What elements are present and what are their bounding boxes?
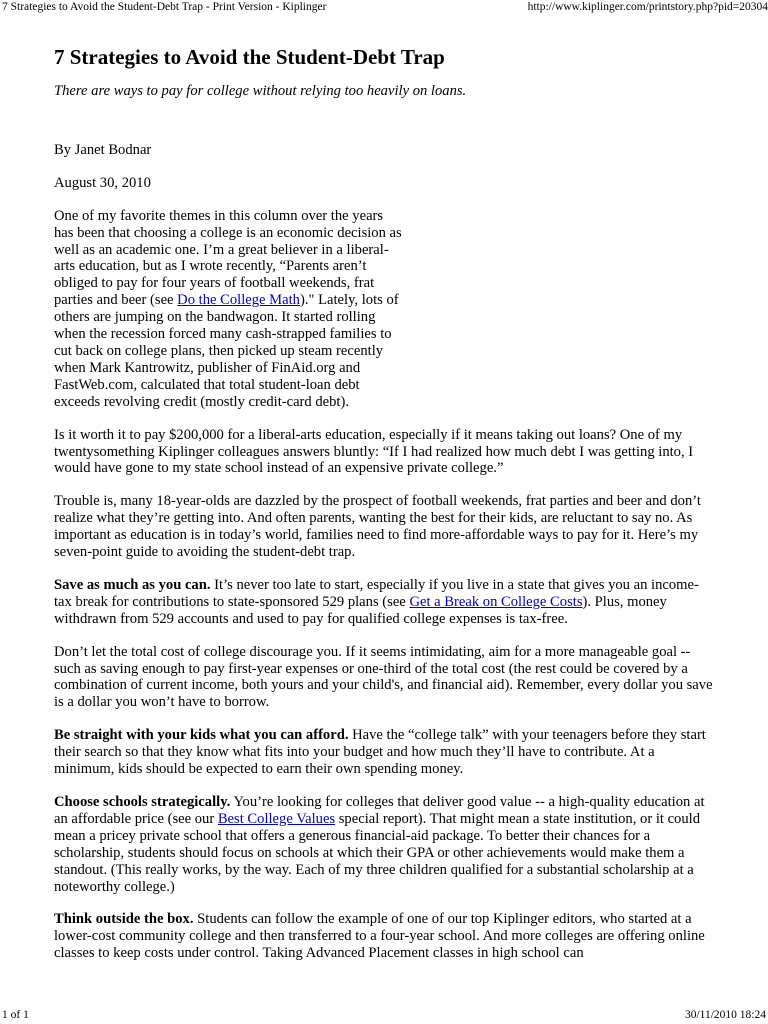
tip-heading-think-outside: Think outside the box. bbox=[54, 911, 194, 928]
link-best-college-values[interactable]: Best College Values bbox=[217, 810, 336, 827]
tip-heading-be-straight: Be straight with your kids what you can afford. bbox=[54, 727, 349, 744]
print-header bbox=[0, 0, 768, 16]
paragraph-save: Save as much as you can. It’s never too late to start, especially if you live in a state that gives you an income-tax break for contributions to state-sponsored 529 plans (see Get a Break on College Costs). Plus, money withdrawn from 529 accounts and used to pay for qualified college expenses is tax-free. bbox=[54, 576, 699, 627]
tip-heading-save: Save as much as you can. bbox=[54, 576, 211, 593]
paragraph-worth-it: Is it worth it to pay $200,000 for a liberal-arts education, especially if it means taking out loans? One of my twentysomething Kiplinger colleagues answers bluntly: “If I had realized how much debt I was getting into, I would have gone to my state school instead of an expensive private college.” bbox=[54, 426, 694, 477]
article-subtitle: There are ways to pay for college without relying too heavily on loans. bbox=[54, 83, 467, 99]
paragraph-be-straight: Be straight with your kids what you can afford. Have the “college talk” with your teenagers before they start their search so that they know what fits into your budget and how much they’ll have to contribute. At a minimum, kids should be expected to earn their own spending money. bbox=[54, 727, 706, 778]
link-get-a-break[interactable]: Get a Break on College Costs bbox=[409, 593, 583, 610]
paragraph-choose-schools: Choose schools strategically. You’re looking for colleges that deliver good value -- a high-quality education at an affordable price (see our Best College Values special report). That might mean a state institution, or it could mean a pricey private school that offers a generous financial-aid package. To better their chances for a scholarship, students should focus on schools at which their GPA or other achievements would make them a standout. (This really works, by the way. Each of my three children qualified for a substantial scholarship at a noteworthy college.) bbox=[54, 794, 705, 895]
print-footer-page: 1 of 1 bbox=[2, 1009, 29, 1021]
paragraph-intro: One of my favorite themes in this column over the years has been that choosing a college is an economic decision as well as an academic one. I’m a great believer in a liberal-arts education, but as I wrote recently, “Parents aren’t obliged to pay for four years of football weekends, frat parties and beer (see Do the College Math)." Lately, lots of others are jumping on the bandwagon. It started rolling when the recession forced many cash-strapped families to cut back on college plans, then picked up steam recently when Mark Kantrowitz, publisher of FinAid.org and FastWeb.com, calculated that total student-loan debt exceeds revolving credit (mostly credit-card debt). bbox=[54, 207, 402, 410]
print-header-title: 7 Strategies to Avoid the Student-Debt Trap - Print Version - Kiplinger bbox=[2, 1, 327, 13]
link-do-the-college-math[interactable]: Do the College Math bbox=[177, 292, 300, 309]
paragraph-think-outside: Think outside the box. Students can follow the example of one of our top Kiplinger editors, who started at a lower-cost community college and then transferred to a four-year school. And more colleges are offering online classes to keep costs under control. Taking Advanced Placement classes in high school can bbox=[54, 911, 705, 962]
paragraph-trouble: Trouble is, many 18-year-olds are dazzled by the prospect of football weekends, frat parties and beer and don’t realize what they’re getting into. And often parents, wanting the best for their kids, are reluctant to say no. As important as education is in today’s world, families need to find more-affordable ways to pay for it. Here’s my seven-point guide to avoiding the student-debt trap. bbox=[54, 493, 701, 561]
paragraph-total-cost: Don’t let the total cost of college discourage you. If it seems intimidating, aim for a more manageable goal -- such as saving enough to pay first-year expenses or one-third of the total cost (the rest could be covered by a combination of current income, both yours and your child's, and financial aid). Remember, every dollar you save is a dollar you won’t have to borrow. bbox=[54, 643, 713, 711]
print-footer bbox=[0, 1008, 768, 1024]
article-byline: By Janet Bodnar bbox=[54, 141, 152, 158]
article bbox=[54, 40, 714, 962]
article-title: 7 Strategies to Avoid the Student-Debt Trap bbox=[54, 45, 445, 69]
article-date: August 30, 2010 bbox=[54, 174, 151, 191]
print-header-url: http://www.kiplinger.com/printstory.php?pid=20304 bbox=[527, 1, 768, 13]
tip-heading-choose-schools: Choose schools strategically. bbox=[54, 794, 231, 810]
print-footer-datetime: 30/11/2010 18:24 bbox=[684, 1009, 766, 1021]
